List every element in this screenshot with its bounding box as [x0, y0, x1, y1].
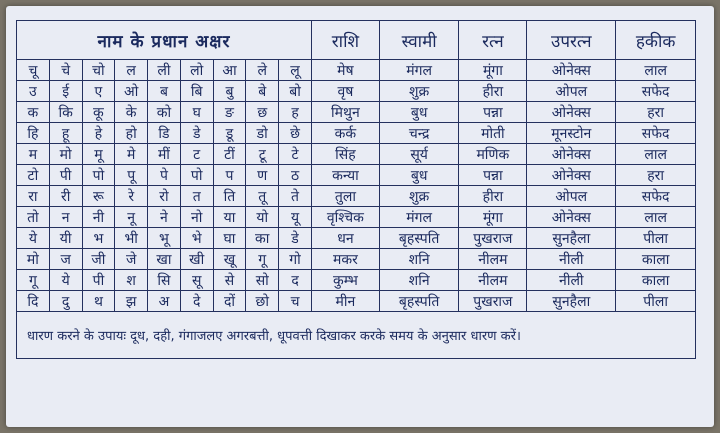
footer-row	[17, 312, 696, 359]
letter-cell: चो	[82, 60, 115, 81]
letter-cell: ए	[82, 81, 115, 102]
column-header-swami: स्वामी	[379, 21, 459, 60]
upratna-cell: ओनेक्स	[527, 144, 616, 165]
swami-cell: मंगल	[379, 60, 459, 81]
letter-cell: न	[49, 207, 82, 228]
rashi-cell: धन	[311, 228, 379, 249]
letter-cell: रू	[82, 186, 115, 207]
rashi-cell: वृश्चिक	[311, 207, 379, 228]
hakik-cell: पीला	[616, 228, 696, 249]
letter-cell: बो	[279, 81, 312, 102]
letter-cell: थ	[82, 291, 115, 312]
letter-cell: डो	[246, 123, 279, 144]
hakik-cell: लाल	[616, 60, 696, 81]
letter-cell: हे	[82, 123, 115, 144]
letter-cell: डू	[213, 123, 246, 144]
letter-cell: नू	[115, 207, 148, 228]
page-title: नाम के प्रधान अक्षर	[17, 21, 312, 60]
letter-cell: श	[115, 270, 148, 291]
letter-cell: कू	[82, 102, 115, 123]
letter-cell: झ	[115, 291, 148, 312]
letter-cell: च	[279, 291, 312, 312]
swami-cell: सूर्य	[379, 144, 459, 165]
table-row	[17, 249, 696, 270]
rashi-cell: सिंह	[311, 144, 379, 165]
letter-cell: के	[115, 102, 148, 123]
letter-cell: गू	[246, 249, 279, 270]
letter-cell: टो	[17, 165, 50, 186]
hakik-cell: हरा	[616, 102, 696, 123]
letter-cell: यू	[279, 207, 312, 228]
table-row	[17, 81, 696, 102]
hakik-cell: काला	[616, 270, 696, 291]
letter-cell: री	[49, 186, 82, 207]
letter-cell: बे	[246, 81, 279, 102]
hakik-cell: हरा	[616, 165, 696, 186]
letter-cell: मीं	[148, 144, 181, 165]
upratna-cell: नीली	[527, 270, 616, 291]
ratna-cell: हीरा	[459, 81, 527, 102]
upratna-cell: ओनेक्स	[527, 60, 616, 81]
ratna-cell: नीलम	[459, 270, 527, 291]
letter-cell: टू	[246, 144, 279, 165]
swami-cell: शनि	[379, 249, 459, 270]
table-row	[17, 60, 696, 81]
letter-cell: चे	[49, 60, 82, 81]
column-header-rashi: राशि	[311, 21, 379, 60]
letter-cell: डि	[148, 123, 181, 144]
rashi-cell: कर्क	[311, 123, 379, 144]
letter-cell: जी	[82, 249, 115, 270]
letter-cell: डे	[180, 123, 213, 144]
letter-cell: त	[180, 186, 213, 207]
letter-cell: गो	[279, 249, 312, 270]
swami-cell: चन्द्र	[379, 123, 459, 144]
table-row	[17, 123, 696, 144]
swami-cell: बृहस्पति	[379, 228, 459, 249]
upratna-cell: ओनेक्स	[527, 207, 616, 228]
ratna-cell: पन्ना	[459, 165, 527, 186]
letter-cell: छो	[246, 291, 279, 312]
swami-cell: मंगल	[379, 207, 459, 228]
letter-cell: अ	[148, 291, 181, 312]
ratna-cell: नीलम	[459, 249, 527, 270]
letter-cell: घा	[213, 228, 246, 249]
letter-cell: यी	[49, 228, 82, 249]
letter-cell: खी	[180, 249, 213, 270]
letter-cell: तू	[246, 186, 279, 207]
letter-cell: पे	[148, 165, 181, 186]
rashi-cell: कुम्भ	[311, 270, 379, 291]
hakik-cell: काला	[616, 249, 696, 270]
table-row	[17, 144, 696, 165]
letter-cell: कि	[49, 102, 82, 123]
rashi-cell: वृष	[311, 81, 379, 102]
letter-cell: उ	[17, 81, 50, 102]
table-row	[17, 165, 696, 186]
table-row	[17, 270, 696, 291]
letter-cell: दों	[213, 291, 246, 312]
letter-cell: टे	[279, 144, 312, 165]
table-row	[17, 207, 696, 228]
rashi-cell: मीन	[311, 291, 379, 312]
letter-cell: सू	[180, 270, 213, 291]
letter-cell: हो	[115, 123, 148, 144]
column-header-hakik: हकीक	[616, 21, 696, 60]
letter-cell: बु	[213, 81, 246, 102]
hakik-cell: सफेद	[616, 123, 696, 144]
letter-cell: लो	[180, 60, 213, 81]
ratna-cell: पुखराज	[459, 291, 527, 312]
letter-cell: ते	[279, 186, 312, 207]
hakik-cell: पीला	[616, 291, 696, 312]
letter-cell: दि	[17, 291, 50, 312]
letter-cell: यो	[246, 207, 279, 228]
letter-cell: क	[17, 102, 50, 123]
letter-cell: ल	[115, 60, 148, 81]
letter-cell: ति	[213, 186, 246, 207]
letter-cell: ब	[148, 81, 181, 102]
letter-cell: नी	[82, 207, 115, 228]
letter-cell: बि	[180, 81, 213, 102]
letter-cell: दु	[49, 291, 82, 312]
ratna-cell: मणिक	[459, 144, 527, 165]
letter-cell: म	[17, 144, 50, 165]
letter-cell: पो	[180, 165, 213, 186]
swami-cell: बुध	[379, 165, 459, 186]
swami-cell: शुक्र	[379, 186, 459, 207]
letter-cell: मे	[115, 144, 148, 165]
swami-cell: बृहस्पति	[379, 291, 459, 312]
letter-cell: ह	[279, 102, 312, 123]
column-header-ratna: रत्न	[459, 21, 527, 60]
letter-cell: डे	[279, 228, 312, 249]
ratna-cell: पन्ना	[459, 102, 527, 123]
letter-cell: ण	[246, 165, 279, 186]
header-row	[17, 21, 696, 60]
swami-cell: बुध	[379, 102, 459, 123]
letter-cell: भी	[115, 228, 148, 249]
swami-cell: शुक्र	[379, 81, 459, 102]
letter-cell: भू	[148, 228, 181, 249]
chart-sheet	[6, 6, 714, 427]
column-header-upratna: उपरत्न	[527, 21, 616, 60]
letter-cell: पी	[49, 165, 82, 186]
hakik-cell: सफेद	[616, 81, 696, 102]
letter-cell: ये	[17, 228, 50, 249]
ratna-cell: पुखराज	[459, 228, 527, 249]
ratna-cell: मोती	[459, 123, 527, 144]
letter-cell: नो	[180, 207, 213, 228]
letter-cell: लू	[279, 60, 312, 81]
rashi-cell: मिथुन	[311, 102, 379, 123]
ratna-cell: मूंगा	[459, 207, 527, 228]
letter-cell: ले	[246, 60, 279, 81]
rashi-cell: मकर	[311, 249, 379, 270]
upratna-cell: मूनस्टोन	[527, 123, 616, 144]
letter-cell: का	[246, 228, 279, 249]
letter-cell: गू	[17, 270, 50, 291]
upratna-cell: नीली	[527, 249, 616, 270]
letter-cell: रो	[148, 186, 181, 207]
upratna-cell: सुनहैला	[527, 228, 616, 249]
letter-cell: सि	[148, 270, 181, 291]
letter-cell: ओ	[115, 81, 148, 102]
letter-cell: घ	[180, 102, 213, 123]
upratna-cell: ओपल	[527, 186, 616, 207]
letter-cell: या	[213, 207, 246, 228]
letter-cell: आ	[213, 60, 246, 81]
letter-cell: जे	[115, 249, 148, 270]
letter-cell: सो	[246, 270, 279, 291]
name-letters-table	[16, 20, 696, 359]
table-row	[17, 291, 696, 312]
hakik-cell: सफेद	[616, 186, 696, 207]
letter-cell: खू	[213, 249, 246, 270]
rashi-cell: मेष	[311, 60, 379, 81]
letter-cell: हि	[17, 123, 50, 144]
letter-cell: रा	[17, 186, 50, 207]
letter-cell: पी	[82, 270, 115, 291]
letter-cell: दे	[180, 291, 213, 312]
letter-cell: छे	[279, 123, 312, 144]
letter-cell: ठ	[279, 165, 312, 186]
letter-cell: मू	[82, 144, 115, 165]
letter-cell: ङ	[213, 102, 246, 123]
rashi-cell: तुला	[311, 186, 379, 207]
letter-cell: ट	[180, 144, 213, 165]
letter-cell: टीं	[213, 144, 246, 165]
letter-cell: हू	[49, 123, 82, 144]
letter-cell: ई	[49, 81, 82, 102]
upratna-cell: ओनेक्स	[527, 102, 616, 123]
hakik-cell: लाल	[616, 144, 696, 165]
letter-cell: चू	[17, 60, 50, 81]
swami-cell: शनि	[379, 270, 459, 291]
letter-cell: ज	[49, 249, 82, 270]
letter-cell: द	[279, 270, 312, 291]
letter-cell: प	[213, 165, 246, 186]
ratna-cell: हीरा	[459, 186, 527, 207]
letter-cell: पू	[115, 165, 148, 186]
ratna-cell: मूंगा	[459, 60, 527, 81]
footer-note: धारण करने के उपायः दूध, दही, गंगाजलए अगरबत्ती, धूपवत्ती दिखाकर करके समय के अनुसार धारण करें।	[17, 312, 696, 359]
letter-cell: को	[148, 102, 181, 123]
letter-cell: छ	[246, 102, 279, 123]
letter-cell: खा	[148, 249, 181, 270]
table-row	[17, 102, 696, 123]
letter-cell: ली	[148, 60, 181, 81]
rashi-cell: कन्या	[311, 165, 379, 186]
upratna-cell: ओनेक्स	[527, 165, 616, 186]
letter-cell: मो	[49, 144, 82, 165]
letter-cell: भ	[82, 228, 115, 249]
table-row	[17, 228, 696, 249]
letter-cell: से	[213, 270, 246, 291]
upratna-cell: ओपल	[527, 81, 616, 102]
letter-cell: पो	[82, 165, 115, 186]
table-row	[17, 186, 696, 207]
letter-cell: ये	[49, 270, 82, 291]
upratna-cell: सुनहैला	[527, 291, 616, 312]
letter-cell: तो	[17, 207, 50, 228]
letter-cell: मो	[17, 249, 50, 270]
letter-cell: ने	[148, 207, 181, 228]
hakik-cell: लाल	[616, 207, 696, 228]
letter-cell: रे	[115, 186, 148, 207]
letter-cell: भे	[180, 228, 213, 249]
